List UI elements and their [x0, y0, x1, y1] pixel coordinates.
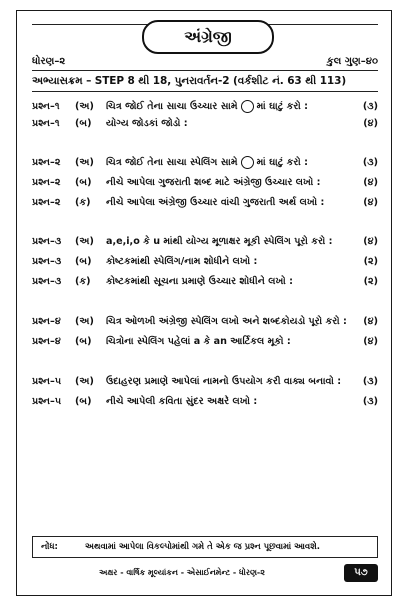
question-number: પ્રશ્ન–૨ — [32, 157, 61, 168]
question-row — [32, 116, 378, 131]
question-row — [32, 334, 378, 349]
question-part: (અ) — [75, 101, 94, 112]
question-text: ઉદાહરણ પ્રમાણે આપેલાં નામનો ઉપયોગ કરી વાક્ય બનાવો : — [106, 376, 342, 387]
question-number: પ્રશ્ન–૫ — [32, 396, 62, 407]
header-divider — [32, 70, 378, 71]
question-text: કોષ્ટકમાંથી સૂચના પ્રમાણે ઉચ્ચાર શોધીને લખો : — [106, 276, 293, 287]
question-number: પ્રશ્ન–૨ — [32, 197, 61, 208]
question-text: નીચે આપેલી કવિતા સુંદર અક્ષરે લખો : — [106, 396, 258, 407]
question-part: (બ) — [75, 256, 92, 267]
question-row — [32, 155, 378, 170]
question-marks: (૪) — [363, 336, 378, 347]
question-row — [32, 394, 378, 409]
question-marks: (૩) — [362, 396, 378, 407]
question-number: પ્રશ્ન–૪ — [32, 336, 61, 347]
question-number: પ્રશ્ન–૫ — [32, 376, 62, 387]
question-number: પ્રશ્ન–૧ — [32, 101, 60, 112]
question-marks: (૩) — [362, 376, 378, 387]
question-row — [32, 195, 378, 210]
question-text: ચિત્ર જોઈ તેના સાચા સ્પેલિંગ સામે માં ઘાટું કરો : — [106, 157, 308, 168]
question-number: પ્રશ્ન–૩ — [32, 256, 62, 267]
note-box — [32, 536, 378, 558]
question-row — [32, 175, 378, 190]
page-border — [16, 10, 392, 596]
question-text: ચિત્ર ઓળખી અંગ્રેજી સ્પેલિંગ લખો અને શબ્દકોયડો પૂરો કરો : — [106, 316, 347, 327]
question-part: (ક) — [75, 197, 91, 208]
question-marks: (૨) — [363, 256, 378, 267]
question-number: પ્રશ્ન–૩ — [32, 236, 62, 247]
header-row — [32, 56, 378, 70]
question-row — [32, 314, 378, 329]
question-marks: (૪) — [363, 316, 378, 327]
curriculum-line: અભ્યાસક્રમ – STEP 8 થી 18, પુનરાવર્તન-2 (વર્કશીટ નં. 63 થી 113) — [32, 75, 347, 87]
footer-text: અક્ષર - વાર્ષિક મૂલ્યાંકન - એસાઈનમેન્ટ - ધોરણ-૨ — [99, 568, 265, 577]
total-marks-label: કુલ ગુણ–૪૦ — [326, 56, 378, 67]
question-part: (બ) — [75, 177, 92, 188]
footer — [32, 564, 378, 582]
question-row — [32, 99, 378, 114]
question-row — [32, 374, 378, 389]
question-marks: (૪) — [363, 197, 378, 208]
question-text: કોષ્ટકમાંથી સ્પેલિંગ/નામ શોધીને લખો : — [106, 256, 258, 267]
question-part: (અ) — [75, 376, 94, 387]
question-marks: (૪) — [363, 236, 378, 247]
question-row — [32, 254, 378, 269]
question-row — [32, 274, 378, 289]
page-number: ૫૭ — [344, 564, 378, 582]
curriculum-divider — [32, 91, 378, 92]
question-number: પ્રશ્ન–૩ — [32, 276, 62, 287]
standard-label: ધોરણ–૨ — [32, 56, 66, 67]
question-part: (ક) — [75, 276, 91, 287]
question-part: (અ) — [75, 316, 94, 327]
question-text: યોગ્ય જોડકાં જોડો : — [106, 118, 188, 129]
question-number: પ્રશ્ન–૪ — [32, 316, 61, 327]
question-marks: (૪) — [363, 177, 378, 188]
question-marks: (૩) — [362, 101, 378, 112]
question-text: નીચે આપેલા ગુજરાતી શબ્દ માટે અંગ્રેજી ઉચ્ચાર લખો : — [106, 177, 321, 188]
note-text: અથવામાં આપેલા વિકલ્પોમાંથી ગમે તે એક જ પ્રશ્ન પૂછવામાં આવશે. — [85, 542, 321, 552]
question-marks: (૨) — [363, 276, 378, 287]
circle-icon — [241, 100, 254, 113]
subject-title: અંગ્રેજી — [142, 20, 274, 54]
circle-icon — [241, 156, 254, 169]
question-marks: (૪) — [363, 118, 378, 129]
question-part: (બ) — [75, 396, 92, 407]
note-label: નોંધ: — [41, 542, 58, 552]
question-part: (બ) — [75, 118, 92, 129]
question-text: ચિત્રોના સ્પેલિંગ પહેલાં a કે an આર્ટિકલ મૂકો : — [106, 336, 291, 347]
question-part: (અ) — [75, 157, 94, 168]
question-number: પ્રશ્ન–૧ — [32, 118, 60, 129]
question-row — [32, 234, 378, 249]
question-number: પ્રશ્ન–૨ — [32, 177, 61, 188]
question-marks: (૩) — [362, 157, 378, 168]
question-part: (બ) — [75, 336, 92, 347]
question-text: a,e,i,o કે u માંથી યોગ્ય મૂળાક્ષર મૂકી સ્પેલિંગ પૂરો કરો : — [106, 236, 333, 247]
question-text: ચિત્ર જોઈ તેના સાચા ઉચ્ચાર સામે માં ઘાટું કરો : — [106, 101, 308, 112]
question-part: (અ) — [75, 236, 94, 247]
question-text: નીચે આપેલા અંગ્રેજી ઉચ્ચાર વાંચી ગુજરાતી અર્થ લખો : — [106, 197, 325, 208]
